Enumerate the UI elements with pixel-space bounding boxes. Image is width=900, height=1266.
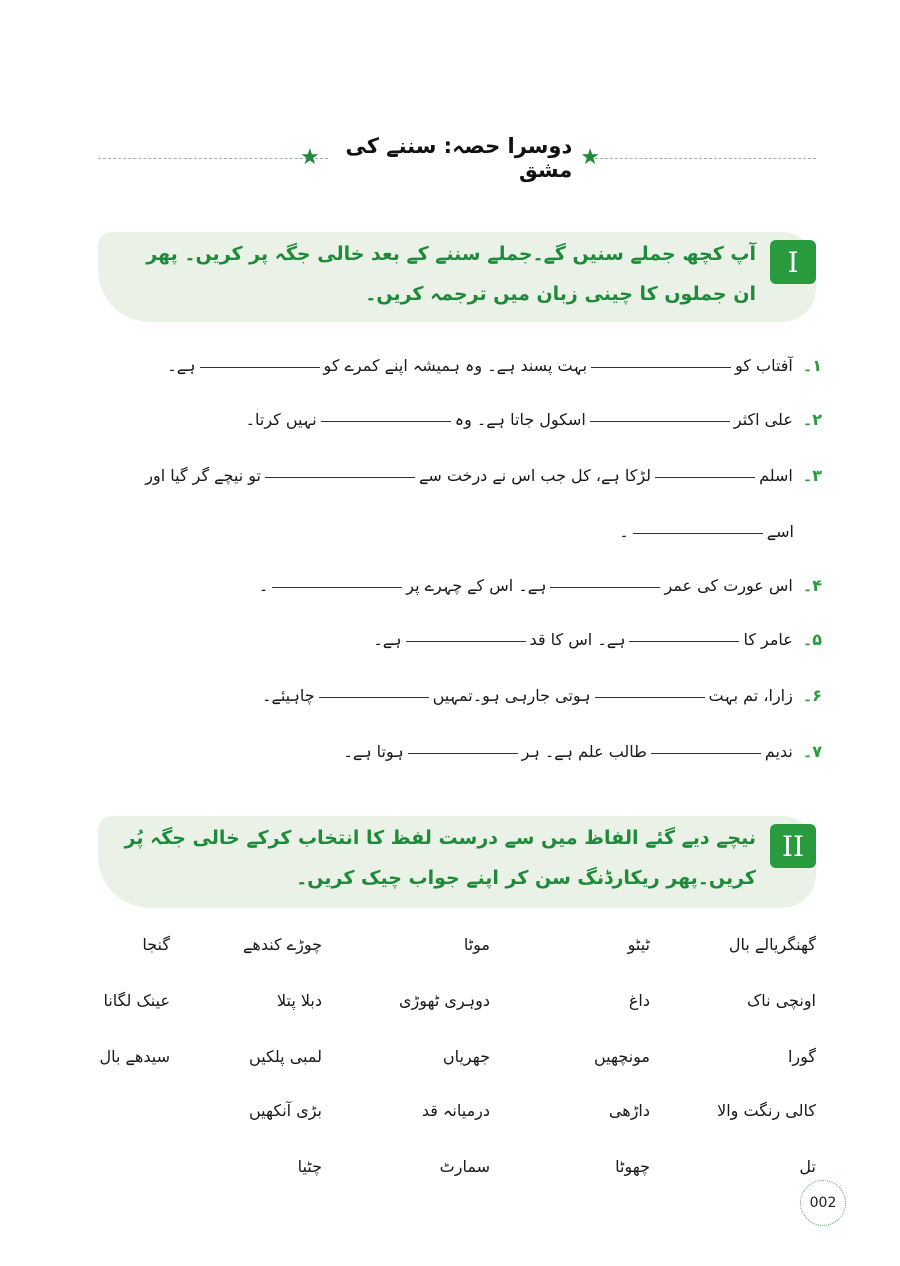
sentence-part: ۔ [619, 522, 629, 541]
word-bank-item: سمارٹ [439, 1157, 490, 1176]
word-bank-item: لمبی پلکیں [249, 1047, 322, 1066]
word-bank-item: تل [799, 1157, 816, 1176]
instruction-panel-1 [98, 232, 816, 322]
sentence-part: ۔ [258, 576, 269, 595]
word-bank-item: گھنگریالے بال [728, 935, 816, 954]
blank-field[interactable] [629, 640, 739, 642]
item-number: ۴۔ [802, 576, 822, 595]
sentence-part: نہیں کرتا۔ [245, 410, 317, 429]
word-bank-item: بڑی آنکھیں [248, 1101, 322, 1120]
exercise-line-4 [259, 574, 822, 598]
section-badge-1: I [770, 240, 816, 284]
blank-field[interactable] [200, 366, 320, 368]
sentence-part: ہے۔ [373, 630, 402, 649]
exercise-line-7 [343, 740, 822, 764]
item-number: ۵۔ [802, 630, 822, 649]
blank-field[interactable] [591, 366, 731, 368]
page-number: 002 [800, 1180, 846, 1226]
sentence-part: آفتاب کو [735, 356, 793, 375]
blank-field[interactable] [651, 752, 761, 754]
sentence-part: ہے۔ [167, 356, 196, 375]
exercise-line-3-continued [619, 520, 794, 544]
header-divider-right [590, 158, 816, 159]
word-bank-item: عینک لگانا [103, 991, 170, 1010]
word-bank-item: گورا [787, 1047, 816, 1066]
sentence-part: ہوتی جارہی ہو۔تمہیں [432, 686, 591, 705]
header-divider-left [98, 158, 328, 159]
word-bank-item: درمیانہ قد [421, 1101, 490, 1120]
word-bank-item: اونچی ناک [746, 991, 816, 1010]
item-number: ۲۔ [802, 410, 822, 429]
sentence-part: لڑکا ہے، کل جب اس نے درخت سے [418, 466, 652, 485]
item-number: ۱۔ [802, 356, 822, 375]
word-bank-item: چٹیا [297, 1157, 322, 1176]
sentence-part: ہے۔ اس کے چہرے پر [406, 576, 547, 595]
sentence-part: عامر کا [743, 630, 793, 649]
star-icon: ★ [580, 145, 600, 170]
sentence-part: اسے [766, 522, 794, 541]
word-bank-item: گنجا [142, 935, 170, 954]
word-bank-item: دبلا پتلا [276, 991, 322, 1010]
word-bank-item: کالی رنگت والا [717, 1101, 816, 1120]
section-badge-2: II [770, 824, 816, 868]
instruction-text-1: آپ کچھ جملے سنیں گے۔جملے سننے کے بعد خالی جگہ پر کریں۔ پھر ان جملوں کا چینی زبان میں ترجمہ کریں۔ [146, 243, 756, 305]
blank-field[interactable] [406, 640, 526, 642]
exercise-line-3 [145, 464, 822, 488]
item-number: ۷۔ [802, 742, 822, 761]
blank-field[interactable] [265, 476, 415, 478]
word-bank-item: دوہری ٹھوڑی [398, 991, 490, 1010]
blank-field[interactable] [633, 532, 763, 534]
section-title [300, 134, 600, 182]
blank-field[interactable] [319, 696, 429, 698]
sentence-part: بہت پسند ہے۔ وہ ہمیشہ اپنے کمرے کو [323, 356, 588, 375]
word-bank-item: سیدھے بال [99, 1047, 170, 1066]
blank-field[interactable] [590, 420, 730, 422]
word-bank-item: موٹا [463, 935, 490, 954]
sentence-part: علی اکثر [733, 410, 793, 429]
item-number: ۳۔ [802, 466, 822, 485]
word-bank-item: داڑھی [608, 1101, 650, 1120]
sentence-part: ندیم [764, 742, 793, 761]
blank-field[interactable] [321, 420, 451, 422]
sentence-part: چاہیئے۔ [262, 686, 315, 705]
exercise-line-5 [373, 628, 822, 652]
sentence-part: تو نیچے گر گیا اور [145, 466, 261, 485]
sentence-part: اسکول جاتا ہے۔ وہ [454, 410, 586, 429]
instruction-text-2: نیچے دیے گئے الفاظ میں سے درست لفظ کا انتخاب کرکے خالی جگہ پُر کریں۔پھر ریکارڈنگ سن کر اپنے جواب چیک کریں۔ [124, 827, 756, 889]
instruction-panel-2 [98, 816, 816, 908]
blank-field[interactable] [550, 586, 660, 588]
word-bank-item: داغ [628, 991, 650, 1010]
word-bank-item: چوڑے کندھے [243, 935, 322, 954]
blank-field[interactable] [655, 476, 755, 478]
sentence-part: اس عورت کی عمر [664, 576, 793, 595]
sentence-part: طالب علم ہے۔ ہر [521, 742, 647, 761]
blank-field[interactable] [272, 586, 402, 588]
exercise-line-2 [246, 408, 822, 432]
blank-field[interactable] [595, 696, 705, 698]
word-bank-item: ٹیٹو [627, 935, 650, 954]
exercise-line-1 [167, 354, 822, 378]
section-title-text: دوسرا حصہ: سننے کی مشق [345, 134, 573, 182]
word-bank-item: مونچھیں [594, 1047, 650, 1066]
word-bank-item: چھوٹا [615, 1157, 650, 1176]
item-number: ۶۔ [802, 686, 822, 705]
word-bank-item: جھریاں [442, 1047, 490, 1066]
sentence-part: ہے۔ اس کا قد [529, 630, 626, 649]
sentence-part: زارا، تم بہت [708, 686, 793, 705]
sentence-part: اسلم [759, 466, 793, 485]
exercise-line-6 [262, 684, 822, 708]
star-icon: ★ [300, 145, 320, 170]
blank-field[interactable] [408, 752, 518, 754]
sentence-part: ہوتا ہے۔ [343, 742, 404, 761]
